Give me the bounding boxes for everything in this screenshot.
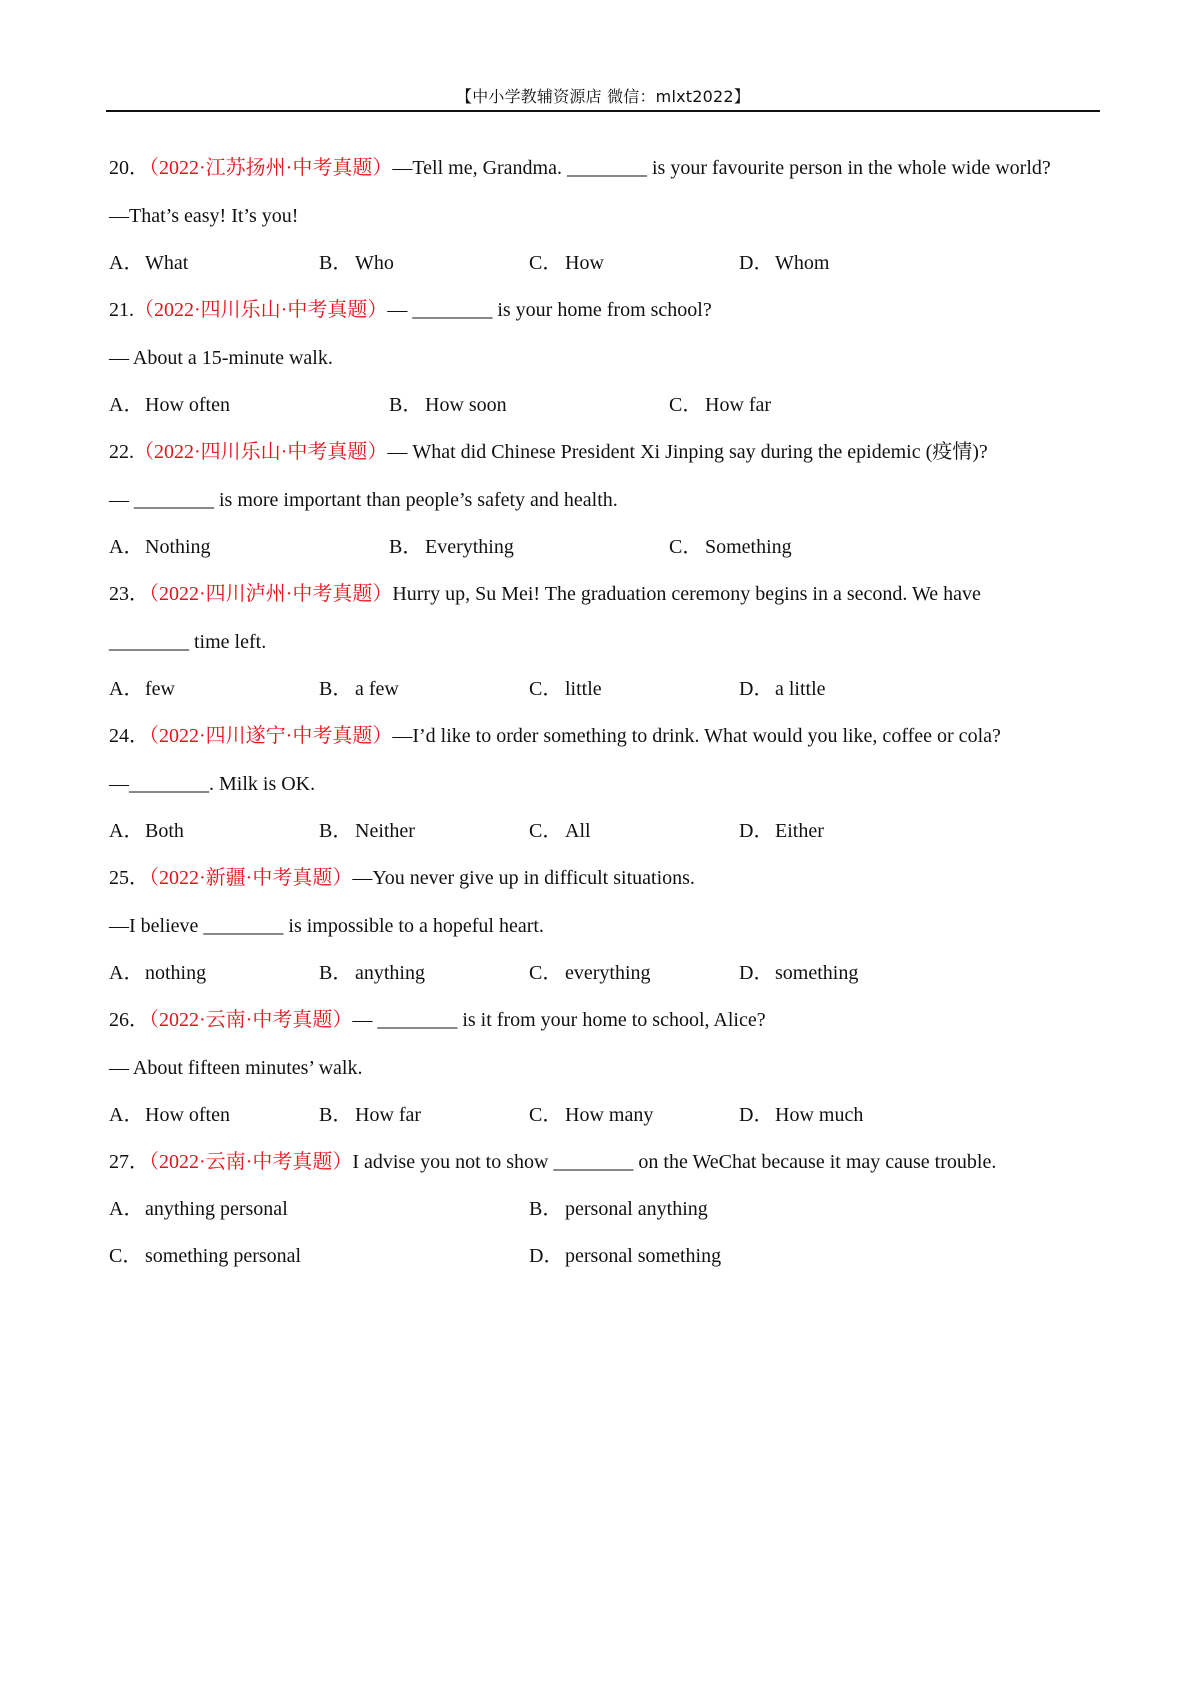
option-letter: B．	[319, 962, 353, 984]
question-23-option-c[interactable]	[529, 677, 602, 701]
question-26-stem	[109, 1008, 766, 1032]
question-24-option-d[interactable]	[739, 819, 824, 843]
option-text: Nothing	[145, 536, 211, 558]
question-21-option-c[interactable]	[669, 393, 771, 417]
option-text: anything	[355, 962, 425, 984]
question-source: （2022·四川泸州·中考真题）	[149, 583, 393, 605]
question-25-line2: —I believe ________ is impossible to a hopeful heart.	[109, 915, 544, 937]
question-source: （2022·四川乐山·中考真题）	[134, 299, 388, 321]
question-number: 21.	[109, 299, 134, 321]
option-letter: A．	[109, 962, 144, 984]
option-letter: D．	[739, 820, 774, 842]
question-27-option-d[interactable]	[529, 1244, 721, 1268]
question-24-option-c[interactable]	[529, 819, 591, 843]
option-letter: C．	[669, 394, 703, 416]
option-text: anything personal	[145, 1198, 288, 1220]
option-letter: B．	[319, 1104, 353, 1126]
question-21-stem	[109, 298, 712, 322]
question-25-option-c[interactable]	[529, 961, 651, 985]
header-divider	[106, 110, 1100, 112]
option-text: Neither	[355, 820, 415, 842]
question-text: I advise you not to show ________ on the WeChat because it may cause trouble.	[352, 1151, 997, 1173]
option-letter: C．	[529, 678, 563, 700]
question-number: 27．	[109, 1151, 149, 1173]
option-letter: C．	[529, 1104, 563, 1126]
option-letter: B．	[389, 394, 423, 416]
question-22-option-a[interactable]	[109, 535, 211, 559]
option-letter: A．	[109, 678, 144, 700]
question-text: —I’d like to order something to drink. What would you like, coffee or cola?	[392, 725, 1001, 747]
option-text: Who	[355, 252, 394, 274]
question-number: 26．	[109, 1009, 149, 1031]
option-text: How often	[145, 1104, 230, 1126]
option-letter: B．	[319, 820, 353, 842]
option-text: nothing	[145, 962, 207, 984]
question-22-stem	[109, 440, 988, 464]
question-source: （2022·云南·中考真题）	[149, 1151, 353, 1173]
option-text: Everything	[425, 536, 514, 558]
question-23-option-d[interactable]	[739, 677, 826, 701]
option-letter: A．	[109, 536, 144, 558]
option-text: Either	[775, 820, 824, 842]
question-25-option-b[interactable]	[319, 961, 425, 985]
option-letter: C．	[109, 1245, 143, 1267]
question-22-option-b[interactable]	[389, 535, 514, 559]
question-23-option-a[interactable]	[109, 677, 175, 701]
option-text: little	[565, 678, 602, 700]
option-letter: D．	[739, 252, 774, 274]
question-25-option-d[interactable]	[739, 961, 858, 985]
question-24-option-a[interactable]	[109, 819, 184, 843]
question-number: 24．	[109, 725, 149, 747]
question-20-option-a[interactable]	[109, 251, 188, 275]
question-23-stem	[109, 582, 981, 606]
question-21-option-a[interactable]	[109, 393, 230, 417]
option-text: a few	[355, 678, 399, 700]
option-letter: A．	[109, 394, 144, 416]
question-27-option-c[interactable]	[109, 1244, 301, 1268]
question-source: （2022·四川乐山·中考真题）	[134, 441, 388, 463]
question-26-option-d[interactable]	[739, 1103, 863, 1127]
option-letter: A．	[109, 820, 144, 842]
question-23-line2: ________ time left.	[109, 631, 267, 653]
question-number: 22.	[109, 441, 134, 463]
question-20-option-b[interactable]	[319, 251, 394, 275]
option-text: How far	[705, 394, 772, 416]
option-letter: D．	[739, 1104, 774, 1126]
option-text: few	[145, 678, 175, 700]
option-text: something personal	[145, 1245, 302, 1267]
option-letter: B．	[529, 1198, 563, 1220]
question-source: （2022·云南·中考真题）	[149, 1009, 353, 1031]
question-text: Hurry up, Su Mei! The graduation ceremony begins in a second. We have	[392, 583, 981, 605]
question-22-option-c[interactable]	[669, 535, 792, 559]
question-number: 23．	[109, 583, 149, 605]
question-27-option-a[interactable]	[109, 1197, 288, 1221]
option-text: Both	[145, 820, 184, 842]
option-letter: B．	[319, 678, 353, 700]
option-text: What	[145, 252, 189, 274]
option-text: How much	[775, 1104, 864, 1126]
option-text: How soon	[425, 394, 507, 416]
question-26-line2: — About fifteen minutes’ walk.	[109, 1057, 363, 1079]
question-text: — What did Chinese President Xi Jinping say during the epidemic (疫情)?	[387, 441, 988, 463]
question-21-line2: — About a 15-minute walk.	[109, 347, 333, 369]
option-letter: B．	[319, 252, 353, 274]
option-text: a little	[775, 678, 826, 700]
question-25-option-a[interactable]	[109, 961, 206, 985]
question-20-line2: —That’s easy! It’s you!	[109, 205, 299, 227]
question-23-option-b[interactable]	[319, 677, 399, 701]
question-24-stem	[109, 724, 1001, 748]
question-24-line2: —________. Milk is OK.	[109, 773, 316, 795]
question-source: （2022·江苏扬州·中考真题）	[149, 157, 393, 179]
option-letter: A．	[109, 1198, 144, 1220]
option-letter: D．	[739, 678, 774, 700]
option-text: How often	[145, 394, 230, 416]
option-text: How many	[565, 1104, 654, 1126]
question-text: —Tell me, Grandma. ________ is your favourite person in the whole wide world?	[392, 157, 1051, 179]
option-text: personal something	[565, 1245, 722, 1267]
option-text: How	[565, 252, 604, 274]
option-text: All	[565, 820, 591, 842]
option-letter: C．	[529, 252, 563, 274]
option-letter: D．	[739, 962, 774, 984]
question-source: （2022·四川遂宁·中考真题）	[149, 725, 393, 747]
question-text: —You never give up in difficult situations.	[352, 867, 695, 889]
question-20-stem	[109, 156, 1051, 180]
question-24-option-b[interactable]	[319, 819, 415, 843]
question-number: 25．	[109, 867, 149, 889]
option-letter: C．	[529, 820, 563, 842]
question-26-option-a[interactable]	[109, 1103, 230, 1127]
option-text: everything	[565, 962, 651, 984]
option-text: Something	[705, 536, 792, 558]
option-letter: A．	[109, 252, 144, 274]
question-21-option-b[interactable]	[389, 393, 507, 417]
question-27-stem	[109, 1150, 996, 1174]
option-letter: C．	[669, 536, 703, 558]
question-26-option-b[interactable]	[319, 1103, 421, 1127]
page-header: 【中小学教辅资源店 微信：mlxt2022】	[456, 87, 750, 106]
question-22-line2: — ________ is more important than people’s safety and health.	[109, 489, 618, 511]
option-letter: C．	[529, 962, 563, 984]
option-letter: A．	[109, 1104, 144, 1126]
question-25-stem	[109, 866, 695, 890]
option-letter: B．	[389, 536, 423, 558]
question-27-option-b[interactable]	[529, 1197, 708, 1221]
question-text: — ________ is your home from school?	[387, 299, 712, 321]
option-text: personal anything	[565, 1198, 708, 1220]
option-text: something	[775, 962, 859, 984]
option-text: Whom	[775, 252, 830, 274]
question-26-option-c[interactable]	[529, 1103, 653, 1127]
question-20-option-d[interactable]	[739, 251, 829, 275]
question-number: 20．	[109, 157, 149, 179]
question-source: （2022·新疆·中考真题）	[149, 867, 353, 889]
option-letter: D．	[529, 1245, 564, 1267]
question-20-option-c[interactable]	[529, 251, 604, 275]
question-text: — ________ is it from your home to school, Alice?	[352, 1009, 766, 1031]
option-text: How far	[355, 1104, 422, 1126]
